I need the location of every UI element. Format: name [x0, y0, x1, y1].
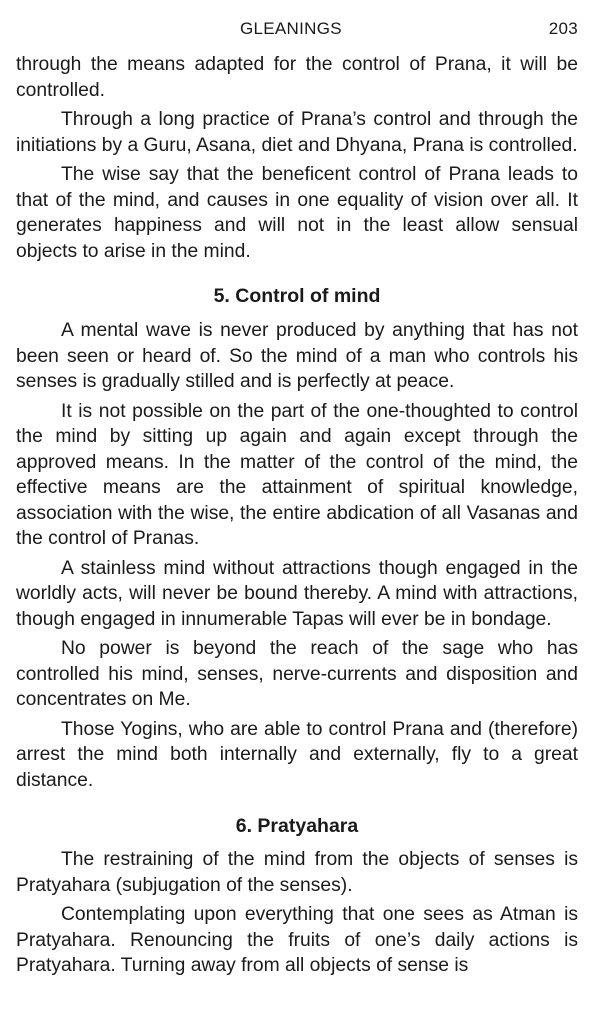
running-title: GLEANINGS [240, 19, 342, 38]
section-heading-control-of-mind: 5. Control of mind [213, 285, 381, 307]
paragraph: Contemplating upon everything that one sees as Atman is Pratyahara. Renouncing the fruits of one’s daily actions is Pratyahara. Turning away from all objects of sense is [16, 904, 578, 976]
paragraph: No power is beyond the reach of the sage who has controlled his mind, senses, nerve-currents and disposition and concentrates on Me. [16, 638, 578, 710]
book-page [16, 0, 578, 979]
paragraph: Those Yogins, who are able to control Prana and (therefore) arrest the mind both internally and externally, fly to a great distance. [16, 718, 578, 791]
running-header [16, 0, 578, 42]
section-heading-pratyahara: 6. Pratyahara [235, 815, 359, 837]
paragraph: A mental wave is never produced by anything that has not been seen or heard of. So the mind of a man who controls his senses is gradually stilled and is perfectly at peace. [16, 320, 578, 392]
paragraph: A stainless mind without attractions though engaged in the worldly acts, will never be bound thereby. A mind with attractions, though engaged in innumerable Tapas will ever be in bondage. [16, 557, 578, 630]
page-number: 203 [548, 19, 578, 38]
paragraph: It is not possible on the part of the one-thoughted to control the mind by sitting up again and again except through the approved means. In the matter of the control of the mind, the effective means are the attainment of spiritual knowledge, association with the wise, the entire abdication of all Vasanas and the control of Pranas. [16, 400, 578, 549]
paragraph: The restraining of the mind from the objects of senses is Pratyahara (subjugation of the senses). [16, 849, 578, 896]
page-body [16, 52, 578, 979]
paragraph-continued: through the means adapted for the control of Prana, it will be controlled. [16, 54, 578, 101]
paragraph: Through a long practice of Prana’s control and through the initiations by a Guru, Asana, diet and Dhyana, Prana is controlled. [16, 109, 578, 156]
paragraph: The wise say that the beneficent control of Prana leads to that of the mind, and causes in one equality of vision over all. It generates happiness and will not in the least allow sensual objects to arise in the mind. [16, 164, 578, 262]
